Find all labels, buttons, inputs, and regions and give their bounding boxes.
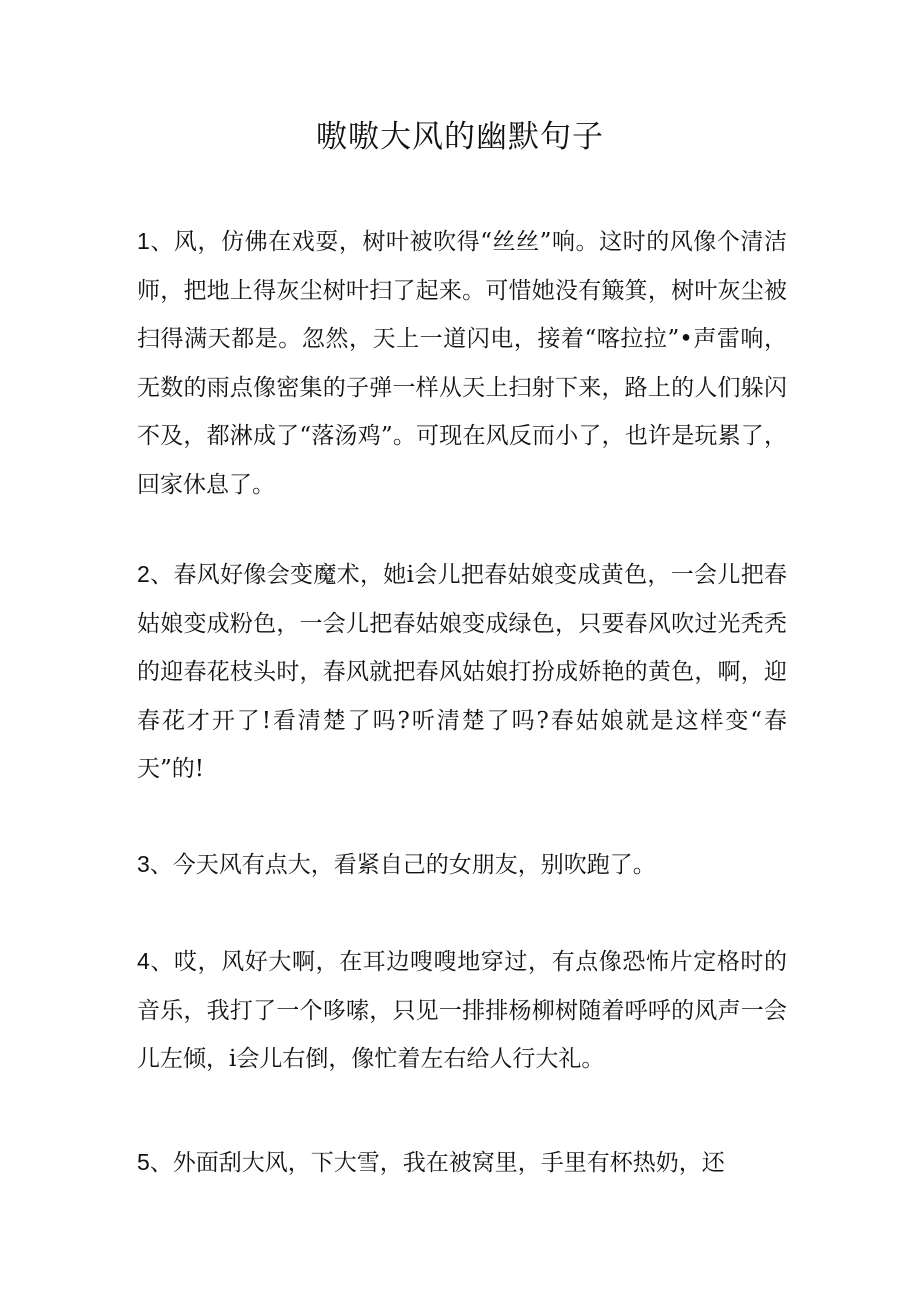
paragraph-3: [137, 840, 787, 890]
paragraph-number: 1、: [137, 228, 174, 254]
paragraph-text: 哎，风好大啊，在耳边嗖嗖地穿过，有点像恐怖片定格时的音乐，我打了一个哆嗦，只见一排排杨柳树随着呼呼的风声一会儿左倾，i会儿右倒，像忙着左右给人行大礼。: [137, 949, 788, 1072]
paragraph-number: 2、: [137, 561, 174, 587]
paragraph-number: 4、: [137, 948, 174, 974]
document-title: 嗷嗷大风的幽默句子: [316, 119, 604, 155]
paragraph-5: [137, 1138, 787, 1188]
paragraph-number: 3、: [137, 851, 173, 877]
paragraph-text: 春风好像会变魔术，她i会儿把春姑娘变成黄色，一会儿把春姑娘变成粉色，一会儿把春姑娘变成绿色，只要春风吹过光秃秃的迎春花枝头时，春风就把春风姑娘打扮成娇艳的黄色，啊，迎春花才开了!看清楚了吗?听清楚了吗?春姑娘就是这样变“春天”的!: [137, 562, 788, 782]
paragraph-number: 5、: [137, 1149, 173, 1175]
paragraph-1: [137, 217, 787, 509]
paragraph-text: 外面刮大风，下大雪，我在被窝里，手里有杯热奶，还: [172, 1150, 725, 1176]
paragraph-text: 风，仿佛在戏耍，树叶被吹得“丝丝”响。这时的风像个清洁师，把地上得灰尘树叶扫了起来。可惜她没有簸箕，树叶灰尘被扫得满天都是。忽然，天上一道闪电，接着“喀拉拉”•声雷响，无数的雨点像密集的子弹一样从天上扫射下来，路上的人们躲闪不及，都淋成了“落汤鸡”。可现在风反而小了，也许是玩累了，回家休息了。: [137, 229, 787, 498]
paragraph-2: [137, 550, 787, 794]
paragraph-text: 今天风有点大，看紧自己的女朋友，别吹跑了。: [172, 852, 656, 878]
paragraph-4: [137, 937, 787, 1084]
